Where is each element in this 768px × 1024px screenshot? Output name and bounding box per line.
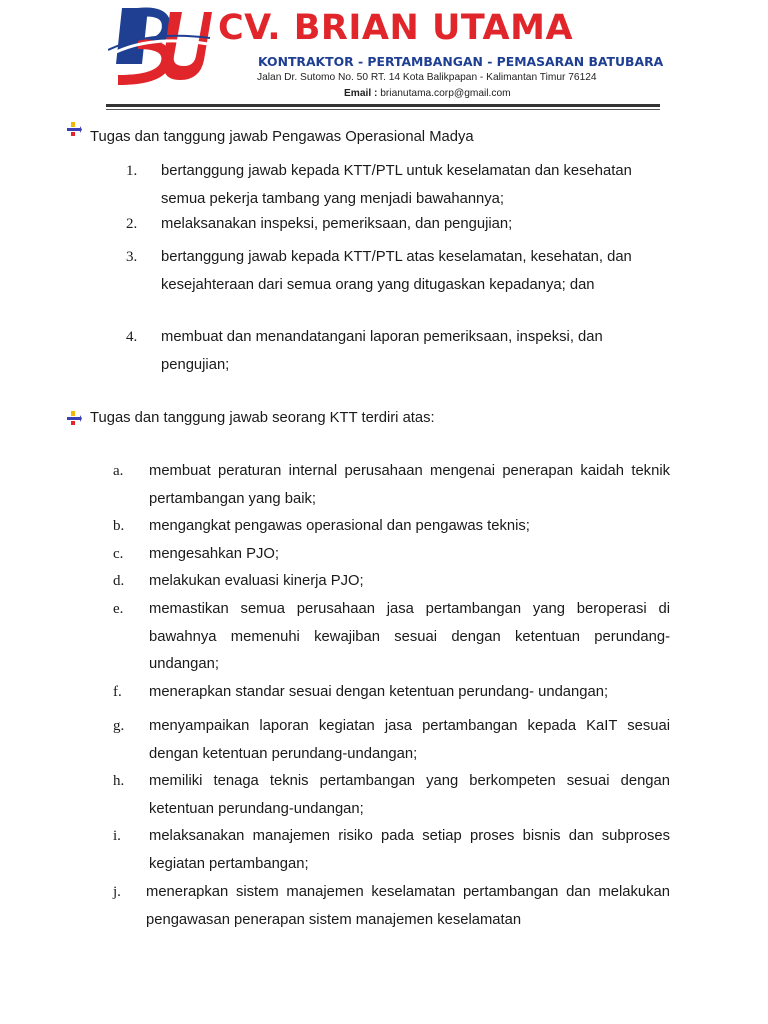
email-link[interactable]: brianutama.corp@gmail.com (380, 88, 511, 99)
list-item (0, 244, 768, 328)
list-text: melakukan evaluasi kinerja PJO; (149, 573, 364, 589)
list-letter: f. (113, 684, 122, 700)
list-text: menerapkan sistem manajemen keselamatan pertambangan dan melakukan pengawasan penerapan sistem manajemen keselamatan (146, 884, 670, 928)
email-label: Email : (344, 88, 378, 99)
list-number: 2. (126, 216, 138, 232)
header-divider (106, 104, 660, 107)
company-tagline: KONTRAKTOR - PERTAMBANGAN - PEMASARAN BATUBARA (258, 54, 664, 69)
list-letter: i. (113, 828, 121, 844)
list-item (0, 211, 768, 239)
company-name: CV. BRIAN UTAMA (218, 8, 574, 48)
list-item (0, 324, 768, 380)
list-letter: a. (113, 463, 124, 479)
list-text: mengangkat pengawas operasional dan pengawas teknis; (149, 518, 530, 534)
list-text: memiliki tenaga teknis pertambangan yang berkompeten sesuai dengan ketentuan perundang-undangan; (149, 773, 670, 817)
list-item (0, 158, 768, 214)
list-text: membuat peraturan internal perusahaan mengenai penerapan kaidah teknik pertambangan yang baik; (149, 463, 670, 507)
section-heading: Tugas dan tanggung jawab Pengawas Operasional Madya (90, 129, 474, 145)
letterhead (0, 0, 768, 112)
list-letter: d. (113, 573, 125, 589)
company-email-line (344, 88, 511, 99)
list-text: mengesahkan PJO; (149, 546, 279, 562)
list-number: 4. (126, 329, 138, 345)
list-letter: b. (113, 518, 125, 534)
list-letter: j. (113, 884, 121, 900)
list-text: membuat dan menandatangani laporan pemeriksaan, inspeksi, dan pengujian; (161, 329, 603, 373)
list-number: 1. (126, 163, 138, 179)
list-text: memastikan semua perusahaan jasa pertambangan yang beroperasi di bawahnya memenuhi kewajiban sesuai dengan ketentuan perundang-undangan; (149, 601, 670, 672)
list-text: bertanggung jawab kepada KTT/PTL atas keselamatan, kesehatan, dan kesejahteraan dari semua orang yang ditugaskan kepadanya; dan (161, 249, 632, 293)
list-letter: c. (113, 546, 124, 562)
company-logo-icon (108, 4, 212, 88)
section-heading: Tugas dan tanggung jawab seorang KTT terdiri atas: (90, 410, 435, 426)
arrow-bullet-icon (66, 410, 82, 426)
list-letter: e. (113, 601, 124, 617)
list-number: 3. (126, 249, 138, 265)
list-text: melaksanakan manajemen risiko pada setiap proses bisnis dan subproses kegiatan pertambangan; (149, 828, 670, 872)
list-text: menerapkan standar sesuai dengan ketentuan perundang- undangan; (149, 684, 609, 700)
list-letter: g. (113, 718, 125, 734)
list-text: bertanggung jawab kepada KTT/PTL untuk keselamatan dan kesehatan semua pekerja tambang yang menjadi bawahannya; (161, 163, 632, 207)
list-letter: h. (113, 773, 125, 789)
company-address: Jalan Dr. Sutomo No. 50 RT. 14 Kota Balikpapan - Kalimantan Timur 76124 (257, 72, 597, 83)
header-divider-thin (106, 109, 660, 110)
list-text: menyampaikan laporan kegiatan jasa pertambangan kepada KaIT sesuai dengan ketentuan perundang-undangan; (149, 718, 670, 762)
list-text: melaksanakan inspeksi, pemeriksaan, dan pengujian; (161, 216, 513, 232)
arrow-bullet-icon (66, 121, 82, 137)
